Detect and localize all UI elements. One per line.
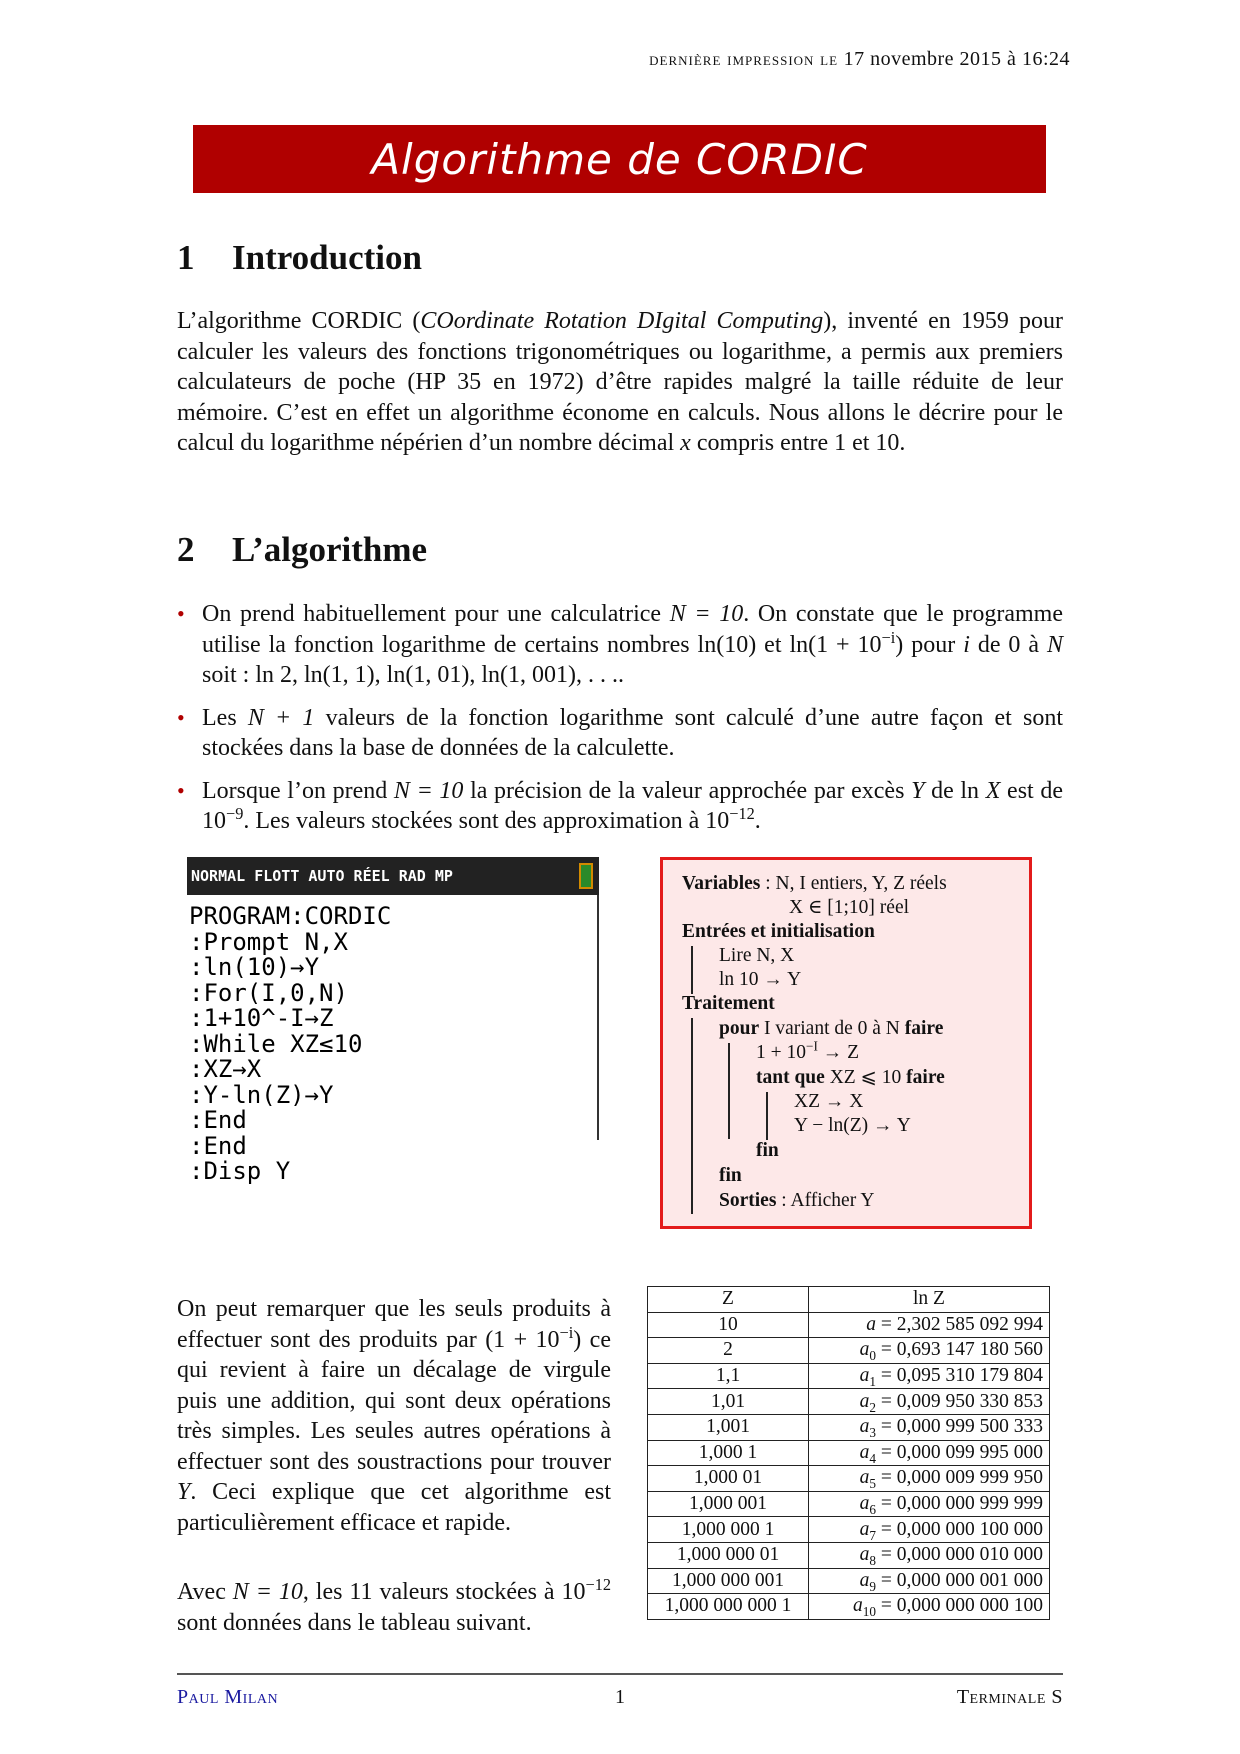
table-row — [648, 1542, 1050, 1568]
for-line: pour I variant de 0 à N faire — [719, 1018, 944, 1039]
z-cell: 1,000 1 — [648, 1440, 809, 1466]
z-cell: 1,000 000 01 — [648, 1542, 809, 1568]
output-line: Sorties : Afficher Y — [719, 1190, 875, 1211]
table-row — [648, 1363, 1050, 1389]
fin-for: fin — [719, 1165, 742, 1186]
init-line-1: Lire N, X — [719, 945, 795, 966]
title-banner — [193, 125, 1046, 193]
section-2-heading: 2 L’algorithme — [177, 530, 428, 569]
z-cell: 1,1 — [648, 1363, 809, 1389]
lnz-cell: $a_7 = 0,000$ 000 100 000 — [809, 1517, 1050, 1543]
for-body-line: $1 + 10^{-I} \to Z$ — [756, 1038, 860, 1063]
for-bracket — [728, 1043, 730, 1139]
table-row — [648, 1491, 1050, 1517]
calculator-border — [597, 895, 599, 1140]
footer-divider — [177, 1673, 1063, 1675]
lnz-cell: $a_3 = 0,000$ 999 500 333 — [809, 1414, 1050, 1440]
init-bracket — [691, 946, 693, 994]
variables-line-2: X ∈ [1;10] réel — [789, 897, 910, 918]
lnz-cell: $a_{10} = 0,000$ 000 000 100 — [809, 1594, 1050, 1620]
intro-paragraph: L’algorithme CORDIC (COordinate Rotation DIgital Computing), inventé en 1959 pour calculer les valeurs des fonctions trigonométriques ou logarithme, a permis aux premiers calculateurs de poche (HP 35 en 1972) d’être rapides malgré la taille réduite de leur mémoire. C’est en effet un algorithme économe en calculs. Nous allons le décrire pour le calcul du logarithme népérien d’un nombre décimal x compris entre 1 et 10. — [177, 308, 1064, 456]
while-line: tant que XZ ⩽ 10 faire — [756, 1067, 945, 1088]
init-line-2: ln 10 → Y — [719, 969, 802, 990]
z-cell: 1,01 — [648, 1389, 809, 1415]
footer-author: Paul Milan — [177, 1686, 279, 1708]
z-cell: 1,000 000 000 1 — [648, 1594, 809, 1620]
z-cell: 1,000 000 1 — [648, 1517, 809, 1543]
fin-while: fin — [756, 1140, 779, 1161]
z-cell: 1,000 000 001 — [648, 1568, 809, 1594]
ln-values-table — [647, 1286, 1050, 1620]
table-row — [648, 1517, 1050, 1543]
table-row — [648, 1414, 1050, 1440]
init-label: Entrées et initialisation — [682, 921, 875, 942]
lnz-cell: a = 2,302 585 092 994 — [809, 1312, 1050, 1338]
values-paragraph: Avec N = 10, les 11 valeurs stockées à $10^{-12}$ sont données dans le tableau suivant. — [177, 1575, 612, 1636]
list-item: • Lorsque l’on prend N = 10 la précision de la valeur approchée par excès Y de ln X est de $10^{-9}$. Les valeurs stockées sont des approximation à $10^{-12}$. — [177, 776, 1063, 837]
section-1-heading: 1 Introduction — [177, 238, 422, 277]
variables-line: Variables : N, I entiers, Y, Z réels — [682, 873, 947, 894]
calculator-status-bar: NORMAL FLOTT AUTO RÉEL RAD MP — [187, 857, 599, 895]
page-number: 1 — [615, 1686, 625, 1708]
table-row — [648, 1312, 1050, 1338]
footer-class: Terminale S — [956, 1686, 1063, 1708]
page-title: Algorithme de CORDIC — [371, 134, 868, 184]
column-header-lnz: ln Z — [809, 1287, 1050, 1313]
while-body-1: XZ → X — [794, 1091, 864, 1112]
lnz-cell: $a_2 = 0,009$ 950 330 853 — [809, 1389, 1050, 1415]
lnz-cell: $a_0 = 0,693$ 147 180 560 — [809, 1338, 1050, 1364]
algorithm-bullet-list — [177, 599, 1063, 849]
column-header-z: Z — [648, 1287, 809, 1313]
lnz-cell: $a_4 = 0,000$ 099 995 000 — [809, 1440, 1050, 1466]
table-row — [648, 1466, 1050, 1492]
z-cell: 1,000 01 — [648, 1466, 809, 1492]
battery-icon — [579, 863, 593, 889]
while-bracket — [766, 1092, 768, 1140]
while-body-2: Y − ln(Z) → Y — [794, 1115, 911, 1136]
z-cell: 10 — [648, 1312, 809, 1338]
list-item: • Les N + 1 valeurs de la fonction logarithme sont calculé d’une autre façon et sont stockées dans la base de données de la calculette. — [177, 703, 1063, 764]
remark-paragraph: On peut remarquer que les seuls produits à effectuer sont des produits par $(1 + 10^{-i})$ ce qui revient à faire un décalage de virgule puis une addition, qui sont deux opérations très simples. Les seules autres opérations à effectuer sont des soustractions pour trouver Y. Ceci explique que cet algorithme est particulièrement efficace et rapide. — [177, 1296, 611, 1536]
z-cell: 2 — [648, 1338, 809, 1364]
z-cell: 1,001 — [648, 1414, 809, 1440]
lnz-cell: $a_1 = 0,095$ 310 179 804 — [809, 1363, 1050, 1389]
lnz-cell: $a_6 = 0,000$ 000 999 999 — [809, 1491, 1050, 1517]
table-body — [648, 1312, 1050, 1619]
calculator-screen — [187, 857, 599, 1185]
table-row — [648, 1338, 1050, 1364]
table-row — [648, 1594, 1050, 1620]
table-row — [648, 1440, 1050, 1466]
lnz-cell: $a_9 = 0,000$ 000 001 000 — [809, 1568, 1050, 1594]
z-cell: 1,000 001 — [648, 1491, 809, 1517]
list-item: • On prend habituellement pour une calculatrice N = 10. On constate que le programme utilise la fonction logarithme de certains nombres ln(10) et $\ln(1 + 10^{-i})$ pour i de 0 à N soit : ln 2, ln(1, 1), ln(1, 01), ln(1, 001), . . .. — [177, 599, 1063, 691]
treatment-bracket — [691, 1018, 693, 1214]
print-date-header: dernière impression le 17 novembre 2015 à 16:24 — [649, 48, 1070, 70]
lnz-cell: $a_8 = 0,000$ 000 010 000 — [809, 1542, 1050, 1568]
treatment-label: Traitement — [682, 993, 775, 1014]
table-header-row — [648, 1287, 1050, 1313]
calculator-program: PROGRAM:CORDIC :Prompt N,X :ln(10)→Y :For(I,0,N) :1+10^-I→Z :While XZ≤10 :XZ→X :Y-ln(Z)→Y :End :End :Disp Y — [189, 902, 392, 1185]
algorithm-box — [660, 857, 1032, 1229]
table-row — [648, 1389, 1050, 1415]
lnz-cell: $a_5 = 0,000$ 009 999 950 — [809, 1466, 1050, 1492]
table-row — [648, 1568, 1050, 1594]
